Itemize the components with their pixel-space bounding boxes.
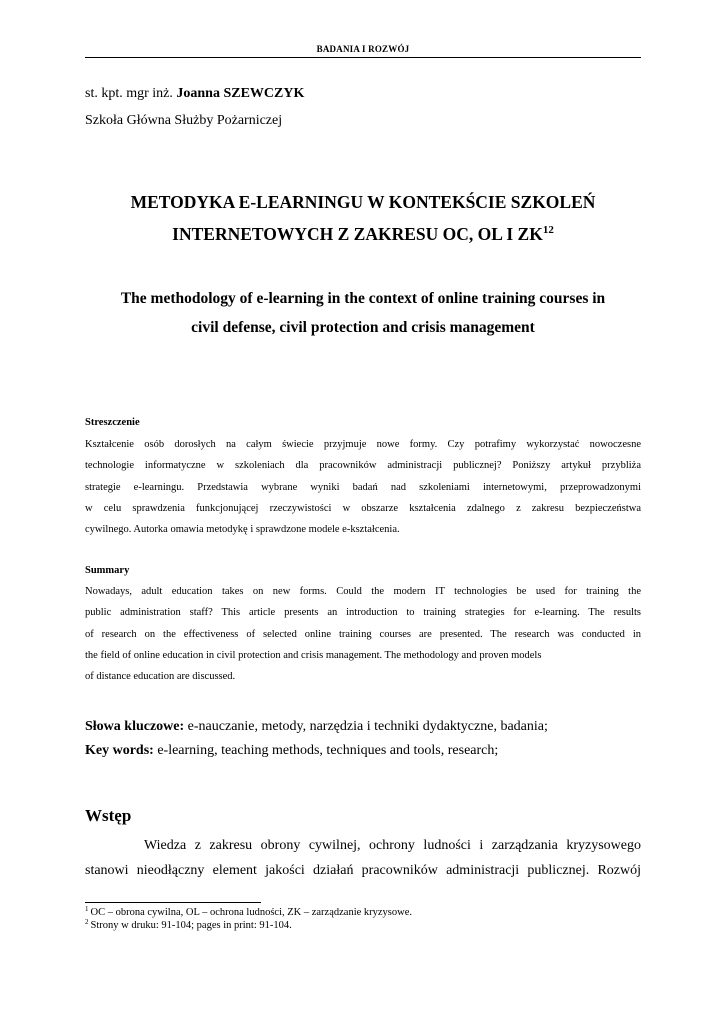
footnote-1 — [85, 906, 412, 919]
running-head: BADANIA I ROZWÓJ — [316, 44, 410, 54]
title-footnote-mark: 12 — [542, 224, 554, 237]
footnotes — [85, 906, 412, 932]
abstract-heading: Streszczenie — [85, 417, 140, 428]
affiliation: Szkoła Główna Służby Pożarniczej — [85, 113, 283, 128]
summary-line: of distance education are discussed. — [85, 671, 236, 683]
footnote-text: OC – obrona cywilna, OL – ochrona ludności, ZK – zarządzanie kryzysowe. — [90, 907, 413, 918]
abstract-line: w celu sprawdzenia funkcjonującej rzeczywistości w obszarze kształcenia zdalnego z zakresu bezpieczeństwa — [85, 502, 641, 514]
footnote-text: Strony w druku: 91-104; pages in print: 91-104. — [90, 920, 292, 931]
title-line-2 — [70, 218, 656, 250]
keywords-polish-text: e-nauczanie, metody, narzędzia i techniki dydaktyczne, badania; — [184, 719, 548, 734]
footnote-rule — [85, 902, 261, 903]
abstract-line: technologie informatyczne w szkoleniach dla pracowników administracji publicznej? Poniższy artykuł przybliża — [85, 460, 641, 472]
summary-line: of research on the effectiveness of selected online training courses are presented. The research was conducted in — [85, 628, 641, 640]
keywords-polish — [85, 715, 548, 739]
abstract-line: cywilnego. Autorka omawia metodykę i sprawdzone modele e-kształcenia. — [85, 524, 400, 536]
keywords-block — [85, 715, 548, 763]
section-body — [85, 833, 641, 883]
keywords-english — [85, 739, 548, 763]
header-rule — [85, 57, 641, 58]
keywords-polish-label: Słowa kluczowe: — [85, 719, 185, 734]
english-title — [70, 284, 656, 342]
author-prefix: st. kpt. mgr inż. — [85, 86, 177, 101]
author-name: Joanna SZEWCZYK — [176, 86, 305, 101]
keywords-english-text: e-learning, teaching methods, techniques and tools, research; — [153, 743, 499, 758]
title-line-2-text: INTERNETOWYCH Z ZAKRESU OC, OL I ZK — [172, 224, 543, 244]
summary-body — [85, 581, 641, 687]
paper-title — [70, 186, 656, 250]
footnote-mark: 2 — [85, 917, 89, 926]
footnote-mark: 1 — [85, 904, 89, 913]
section-heading: Wstęp — [85, 806, 132, 825]
summary-line: Nowadays, adult education takes on new forms. Could the modern IT technologies be used for training the — [85, 586, 641, 597]
body-line: Wiedza z zakresu obrony cywilnej, ochrony ludności i zarządzania kryzysowego — [144, 838, 641, 853]
english-title-line-1: The methodology of e-learning in the context of online training courses in — [120, 290, 606, 307]
keywords-english-label: Key words: — [85, 743, 154, 758]
summary-line: public administration staff? This article presents an introduction to training strategies for e-learning. The results — [85, 607, 641, 619]
abstract-line: Kształcenie osób dorosłych na całym świecie przyjmuje nowe formy. Czy potrafimy wykorzystać nowoczesne — [85, 439, 641, 450]
english-title-line-2: civil defense, civil protection and crisis management — [191, 319, 535, 336]
summary-heading: Summary — [85, 565, 130, 576]
summary-line: the field of online education in civil protection and crisis management. The methodology and proven models — [85, 649, 542, 661]
footnote-2 — [85, 919, 412, 932]
abstract-body — [85, 434, 641, 540]
abstract-line: strategie e-learningu. Przedstawia wybrane wyniki badań nad szkoleniami internetowymi, przeprowadzonymi — [85, 481, 641, 493]
author-line — [85, 86, 304, 102]
title-line-1: METODYKA E-LEARNINGU W KONTEKŚCIE SZKOLEŃ — [130, 192, 596, 212]
body-line: stanowi nieodłączny element jakości działań pracowników administracji publicznej. Rozwój — [85, 863, 641, 878]
